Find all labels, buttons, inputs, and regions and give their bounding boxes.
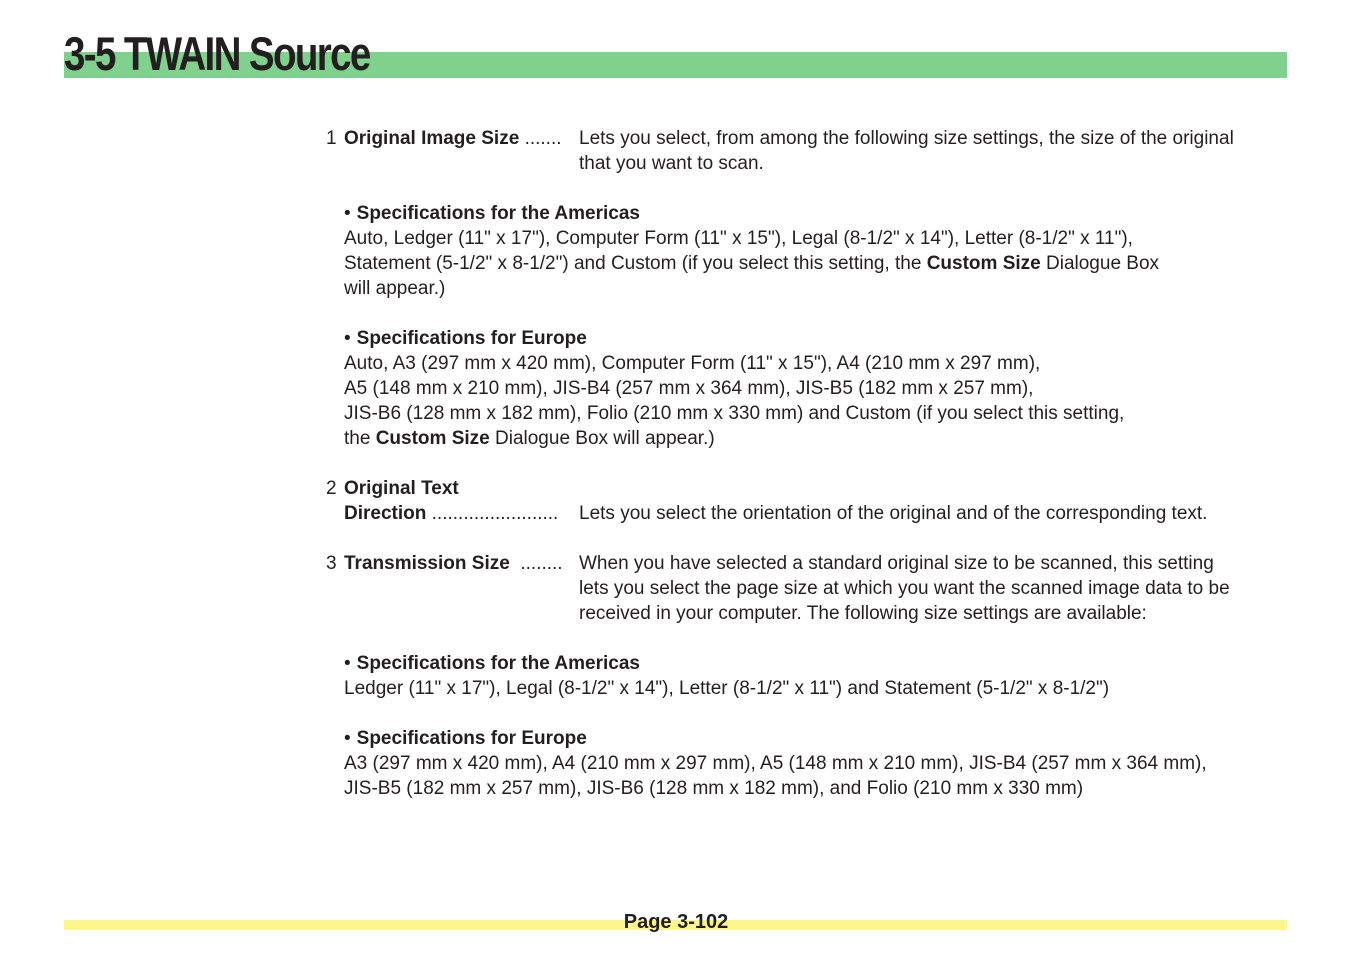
- item-3-leader: ........: [520, 553, 563, 574]
- custom-size-term: Custom Size: [375, 428, 490, 449]
- custom-size-term: Custom Size: [926, 253, 1041, 274]
- item-1-americas-line: Statement (5-1/2" x 8-1/2") and Custom (if you select this setting, the Custom Size Dialogue Box: [344, 253, 1160, 274]
- item-1-americas-line: Auto, Ledger (11" x 17"), Computer Form (11" x 15"), Legal (8-1/2" x 14"), Letter (8-1/2" x 11"),: [344, 228, 1133, 249]
- item-1-europe-line: A5 (148 mm x 210 mm), JIS-B4 (257 mm x 364 mm), JIS-B5 (182 mm x 257 mm),: [344, 378, 1034, 399]
- page-title: 3-5 TWAIN Source: [64, 27, 370, 80]
- item-2-leader: ........................: [431, 503, 559, 524]
- page-number: Page 3-102: [623, 911, 729, 933]
- item-1-leader: .......: [524, 128, 562, 149]
- item-1-desc-line: Lets you select, from among the following size settings, the size of the original: [579, 128, 1234, 149]
- item-2-term-line1: Original Text: [344, 478, 459, 499]
- item-3-americas-line: Ledger (11" x 17"), Legal (8-1/2" x 14"), Letter (8-1/2" x 11") and Statement (5-1/2" x 8-1/2"): [344, 678, 1110, 699]
- item-1-americas-heading: • Specifications for the Americas: [344, 203, 640, 224]
- item-3-americas-heading: • Specifications for the Americas: [344, 653, 640, 674]
- item-3-europe-line: A3 (297 mm x 420 mm), A4 (210 mm x 297 mm), A5 (148 mm x 210 mm), JIS-B4 (257 mm x 364 mm),: [344, 753, 1207, 774]
- item-1-europe-line: Auto, A3 (297 mm x 420 mm), Computer Form (11" x 15"), A4 (210 mm x 297 mm),: [344, 353, 1041, 374]
- item-3-europe-heading: • Specifications for Europe: [344, 728, 587, 749]
- item-1-americas-line: will appear.): [344, 278, 446, 299]
- item-1-number: 1: [326, 128, 337, 149]
- item-2-number: 2: [326, 478, 337, 499]
- bullet-icon: •: [344, 203, 351, 224]
- item-1-europe-line: JIS-B6 (128 mm x 182 mm), Folio (210 mm x 330 mm) and Custom (if you select this setting,: [344, 403, 1125, 424]
- item-3-desc-line: received in your computer. The following size settings are available:: [579, 603, 1147, 624]
- item-3-desc-line: lets you select the page size at which you want the scanned image data to be: [579, 578, 1230, 599]
- item-2-term-line2: Direction ........................: [344, 503, 559, 524]
- bullet-icon: •: [344, 328, 351, 349]
- item-1-europe-heading: • Specifications for Europe: [344, 328, 587, 349]
- bullet-icon: •: [344, 728, 351, 749]
- bullet-icon: •: [344, 653, 351, 674]
- item-1-term: Original Image Size .......: [344, 128, 562, 149]
- item-3-number: 3: [326, 553, 337, 574]
- item-1-europe-line: the Custom Size Dialogue Box will appear.): [344, 428, 715, 449]
- item-3-europe-line: JIS-B5 (182 mm x 257 mm), JIS-B6 (128 mm x 182 mm), and Folio (210 mm x 330 mm): [344, 778, 1084, 799]
- item-2-desc-line: Lets you select the orientation of the original and of the corresponding text.: [579, 503, 1208, 524]
- item-1-desc-line: that you want to scan.: [579, 153, 764, 174]
- item-3-term: Transmission Size ........: [344, 553, 563, 574]
- item-3-desc-line: When you have selected a standard original size to be scanned, this setting: [579, 553, 1214, 574]
